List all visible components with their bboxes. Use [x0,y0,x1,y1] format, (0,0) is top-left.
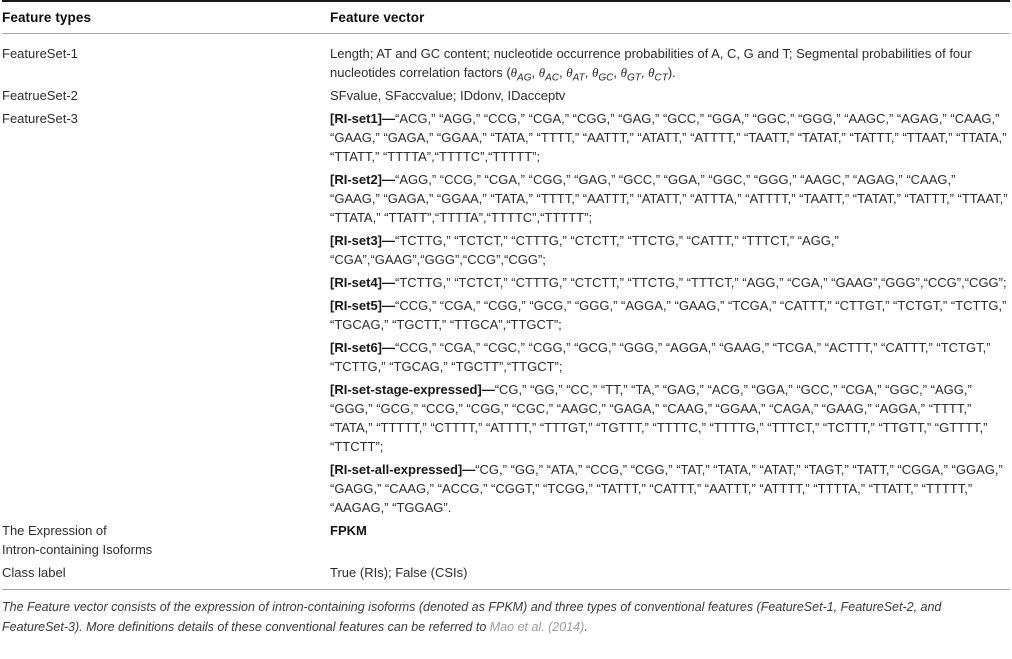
theta-symbol: $\theta_{AG}$ [510,65,532,84]
ri-set-paragraph: [RI-set2]—“AGG,” “CCG,” “CGA,” “CGG,” “GAG,” “GCC,” “GGA,” “GGC,” “GGG,” “AAGC,” “AGAG,” “CAAG,” “GAAG,” “GAGA,” “GGAA,” “TATA,” “TTTT,” “AATTT,” “ATATT,” “ATTTA,” “ATTTT,” “TAATT,” “TATAT,” “TATTT,” “TTAAT,” “TTATA,” “TTATT”,“TTTTA”,“TTTTC”,“TTTTT”; [330,172,1008,225]
feature-type-line: Class label [2,565,66,580]
theta-symbol: $\theta_{GT}$ [620,65,641,84]
feature-type-cell [2,109,330,128]
feature-type-line: FeatureSet-1 [2,46,78,61]
table-header-row [2,2,1010,34]
table-row [2,109,1010,517]
table-row [2,44,1010,82]
feature-vector-cell [330,521,1010,540]
feature-type-line: FeatrueSet-2 [2,88,78,103]
table-row [2,521,1010,559]
theta-symbol: $\theta_{AC}$ [538,65,560,84]
feature-vector-cell: SFvalue, SFaccvalue; IDdonv, IDacceptv [330,88,566,103]
footnote-text-end: . [584,620,588,634]
feature-type-cell [2,86,330,105]
column-header-feature-types: Feature types [2,10,92,25]
feature-type-line: Intron-containing Isoforms [2,542,153,557]
feature-type-cell [2,563,330,582]
feature-type-cell [2,521,330,559]
ri-set-label: [RI-set5]— [330,298,396,313]
ri-set-paragraph: [RI-set-all-expressed]—“CG,” “GG,” “ATA,” “CCG,” “CGG,” “TAT,” “TATA,” “ATAT,” “TAGT,” “TATT,” “CGGA,” “GGAG,” “GAGG,” “CAAG,” “ACCG,” “CGGT,” “TCGG,” “TATTT,” “CATTT,” “AATTT,” “ATTTT,” “TTTTA,” “TTATT,” “TTTTT,” “AAGAG,” “TGGAG”. [330,462,1003,515]
table-row [2,563,1010,582]
ri-set-paragraph: [RI-set6]—“CCG,” “CGA,” “CGC,” “CGG,” “GCG,” “GGG,” “AGGA,” “GAAG,” “TCGA,” “ACTTT,” “CATTT,” “TCTGT,” “TCTTG,” “TGCAG,” “TGCTT”,“TTGCT”; [330,340,991,374]
theta-symbol: $\theta_{GC}$ [591,65,614,84]
ri-set-label: [RI-set-stage-expressed]— [330,382,495,397]
ri-set-paragraph: [RI-set4]—“TCTTG,” “TCTCT,” “CTTTG,” “CTCTT,” “TTCTG,” “TTTCT,” “AGG,” “CGA,” “GAAG”,“GGG”,“CCG”,“CGG”; [330,275,1007,290]
ri-set-paragraph: [RI-set1]—“ACG,” “AGG,” “CCG,” “CGA,” “CGG,” “GAG,” “GCC,” “GGA,” “GGC,” “GGG,” “AAGC,” “AGAG,” “CAAG,” “GAAG,” “GAGA,” “GGAA,” “TATA,” “TTTT,” “AATTT,” “ATATT,” “ATTTT,” “TAATT,” “TATAT,” “TATTT,” “TTAAT,” “TTATA,” “TTATT,” “TTTTA”,“TTTTC”,“TTTTT”; [330,111,1007,164]
ri-set-label: [RI-set3]— [330,233,396,248]
table-footnote [2,589,1010,637]
footnote-text: The Feature vector consists of the expression of intron-containing isoforms (denoted as FPKM) and three types of conventional features (FeatureSet-1, FeatureSet-2, and FeatureSet-3). More definitions details of these conventional features can be referred to [2,600,942,634]
ri-set-paragraph: [RI-set-stage-expressed]—“CG,” “GG,” “CC,” “TT,” “TA,” “GAG,” “ACG,” “GGA,” “GCC,” “CGA,” “GGC,” “AGG,” “GGG,” “GCG,” “CCG,” “CGG,” “CGC,” “AAGC,” “GAGA,” “CAAG,” “GGAA,” “CAGA,” “GAAG,” “AGGA,” “TTTT,” “TATA,” “TTTTT,” “CTTTT,” “ATTTT,” “TTTGT,” “TGTTT,” “TTTTC,” “TTTTG,” “TTTCT,” “TCTTT,” “TTGTT,” “GTTTT,” “TTCTT”; [330,382,988,454]
ri-set-label: [RI-set4]— [330,275,396,290]
feature-vector-cell: Length; AT and GC content; nucleotide occurrence probabilities of A, C, G and T; Segmental probabilities of four nucleotides correlation factors ($\theta_{AG}$, $\theta_{AC}$, $\theta_{AT}$, $\theta_{GC}$, $\theta_{GT}$, $\theta_{CT}$). [330,46,972,84]
ri-set-label: [RI-set1]— [330,111,396,126]
ri-set-label: [RI-set-all-expressed]— [330,462,476,477]
table-body [2,34,1010,582]
feature-vector-cell [330,109,1010,517]
feature-type-line: The Expression of [2,523,107,538]
table-row [2,86,1010,105]
theta-symbol: $\theta_{CT}$ [648,65,668,84]
column-header-feature-vector: Feature vector [330,10,425,25]
feature-type-cell [2,44,330,63]
ri-set-paragraph: [RI-set3]—“TCTTG,” “TCTCT,” “CTTTG,” “CTCTT,” “TTCTG,” “CATTT,” “TTTCT,” “AGG,” “CGA”,“GAAG”,“GGG”,“CCG”,“CGG”; [330,233,839,267]
ri-set-label: [RI-set2]— [330,172,396,187]
feature-vector-cell: True (RIs); False (CSIs) [330,565,468,580]
ri-set-label: [RI-set6]— [330,340,396,355]
theta-symbol: $\theta_{AT}$ [566,65,585,84]
feature-type-line: FeatureSet-3 [2,111,78,126]
feature-vector-bold-value: FPKM [330,523,367,538]
ri-set-paragraph: [RI-set5]—“CCG,” “CGA,” “CGG,” “GCG,” “GGG,” “AGGA,” “GAAG,” “TCGA,” “CATTT,” “CTTGT,” “TCTGT,” “TCTTG,” “TGCAG,” “TGCTT,” “TTGCA”,“TTGCT”; [330,298,1007,332]
citation-link[interactable]: Mao et al. (2014) [489,620,585,634]
